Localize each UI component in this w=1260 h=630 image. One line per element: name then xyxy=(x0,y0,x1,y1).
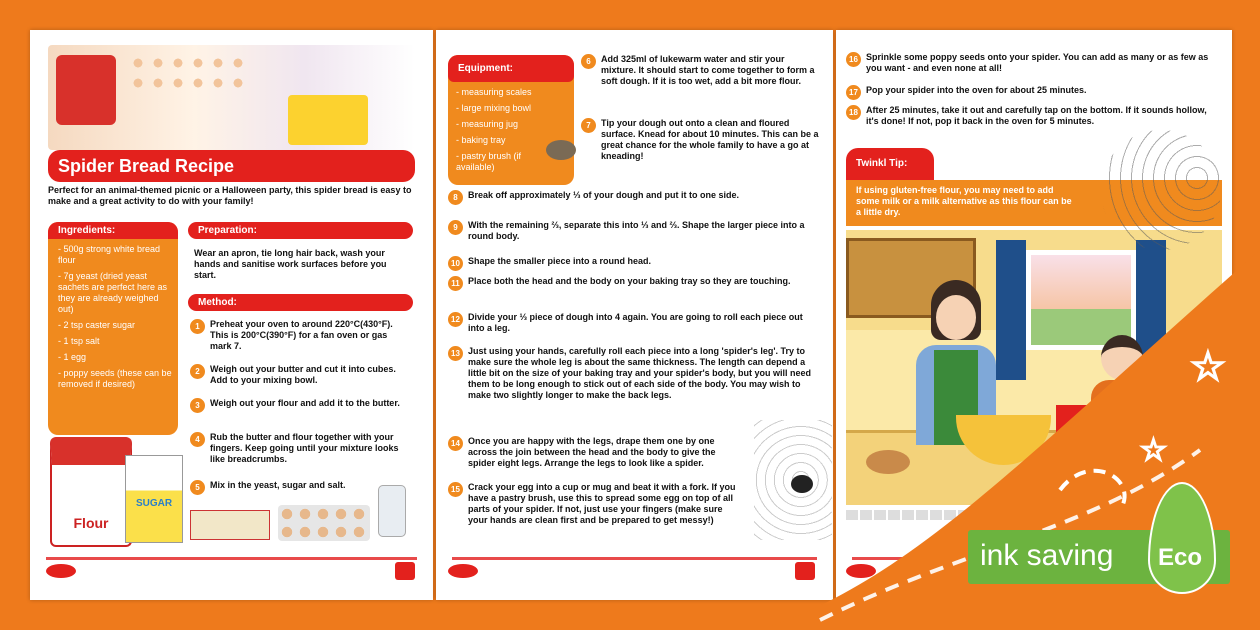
step-text: Once you are happy with the legs, drape them one by one across the join between the head and the body to give the spider eight legs. Arrange the legs to look like a spider. xyxy=(468,436,716,468)
method-step xyxy=(448,190,823,205)
equipment-item: - measuring scales xyxy=(456,87,532,97)
method-step xyxy=(448,436,743,469)
step-text: With the remaining ⅔, separate this into ⅓ and ⅔. Shape the larger piece into a round body. xyxy=(468,220,805,241)
twinkl-tip-text: If using gluten-free flour, you may need to add some milk or a milk alternative as this flour can be a little dry. xyxy=(846,180,1222,226)
star-icon: ☆ xyxy=(1190,345,1226,389)
step-text: Place both the head and the body on your baking tray so they are touching. xyxy=(468,276,791,286)
step-text: Preheat your oven to around 220°C(430°F). This is 200°C(390°F) for a fan oven or gas mark 7. xyxy=(210,319,393,351)
step-text: Mix in the yeast, sugar and salt. xyxy=(210,480,346,490)
method-step xyxy=(581,118,821,162)
method-step xyxy=(190,432,410,465)
step-text: Just using your hands, carefully roll each piece into a long 'spider's leg'. Try to make sure the whole leg is about the same thickness. The length can depend a little bit on the size of your baking tray and your spider's body, but you will need them to be long enough to stick out of each side of the body. You may wish to make two slightly longer to make the back legs. xyxy=(468,346,812,400)
step-text: Weigh out your butter and cut it into cubes. Add to your mixing bowl. xyxy=(210,364,396,385)
step-text: Tip your dough out onto a clean and floured surface. Knead for about 10 minutes. This can be a great chance for the whole family to have a go at kneading! xyxy=(601,118,819,161)
footer-line xyxy=(46,557,417,560)
sugar-box-illustration xyxy=(125,455,183,543)
step-number: 11 xyxy=(448,276,463,291)
footer-brand-logo xyxy=(395,562,415,580)
salt-shaker-illustration xyxy=(378,485,406,537)
equipment-box xyxy=(448,55,574,185)
butter-illustration xyxy=(190,510,270,540)
spider-illustration xyxy=(546,140,576,160)
step-number: 15 xyxy=(448,482,463,497)
intro-text: Perfect for an animal-themed picnic or a Halloween party, this spider bread is easy to make and a great activity to do with your family! xyxy=(48,185,412,206)
method-heading: Method: xyxy=(188,294,413,311)
step-number: 13 xyxy=(448,346,463,361)
ingredient-item: - 1 egg xyxy=(58,352,87,362)
step-number: 9 xyxy=(448,220,463,235)
method-step xyxy=(846,85,1221,100)
method-step xyxy=(448,312,808,334)
preparation-text: Wear an apron, tie long hair back, wash your hands and sanitise work surfaces before you start. xyxy=(194,248,387,280)
equipment-heading: Equipment: xyxy=(448,55,574,82)
recipe-title: Spider Bread Recipe xyxy=(48,150,415,182)
ingredient-item: - poppy seeds (these can be removed if desired) xyxy=(58,368,172,389)
method-step xyxy=(190,480,410,495)
step-number: 7 xyxy=(581,118,596,133)
preparation-heading: Preparation: xyxy=(188,222,413,239)
twinkl-logo xyxy=(448,564,478,578)
footer-url xyxy=(384,568,385,574)
step-number: 6 xyxy=(581,54,596,69)
step-text: Crack your egg into a cup or mug and beat it with a fork. If you have a pastry brush, use this to spread some egg on top of all parts of your spider. If not, just use your fingers (make sure your hands are clean first and be prepared to get messy!) xyxy=(468,482,736,525)
step-text: Divide your ⅓ piece of dough into 4 again. You are going to roll each piece out into a leg. xyxy=(468,312,803,333)
step-number: 12 xyxy=(448,312,463,327)
step-number: 3 xyxy=(190,398,205,413)
step-number: 16 xyxy=(846,52,861,67)
step-number: 17 xyxy=(846,85,861,100)
equipment-item: - baking tray xyxy=(456,135,506,145)
ingredient-item: - 1 tsp salt xyxy=(58,336,100,346)
ingredient-item: - 500g strong white bread flour xyxy=(58,244,161,265)
method-step xyxy=(190,319,410,352)
method-step xyxy=(448,276,808,291)
step-number: 2 xyxy=(190,364,205,379)
step-text: Rub the butter and flour together with your fingers. Keep going until your mixture looks like breadcrumbs. xyxy=(210,432,399,464)
method-step xyxy=(448,482,743,526)
ingredients-box xyxy=(48,222,178,435)
star-icon: ☆ xyxy=(1140,434,1167,467)
step-text: Shape the smaller piece into a round head. xyxy=(468,256,652,266)
step-text: Add 325ml of lukewarm water and stir your mixture. It should start to come together to form a soft dough. If it is too wet, add a bit more flour. xyxy=(601,54,815,86)
method-step xyxy=(190,364,410,386)
step-text: Break off approximately ⅓ of your dough and put it to one side. xyxy=(468,190,740,200)
step-text: After 25 minutes, take it out and carefully tap on the bottom. If it sounds hollow, it's done! If not, pop it back in the oven for 5 minutes. xyxy=(866,105,1207,126)
method-step xyxy=(448,220,808,242)
method-step xyxy=(581,54,821,87)
ingredient-item: - 7g yeast (dried yeast sachets are perfect here as they are already weighed out) xyxy=(58,271,168,314)
equipment-item: - measuring jug xyxy=(456,119,519,129)
step-number: 1 xyxy=(190,319,205,334)
flour-label: Flour xyxy=(73,515,109,531)
step-number: 5 xyxy=(190,480,205,495)
equipment-item: - pastry brush (if available) xyxy=(456,151,522,172)
step-text: Pop your spider into the oven for about 25 minutes. xyxy=(866,85,1087,95)
twinkl-tip-heading: Twinkl Tip: xyxy=(846,148,934,184)
method-step xyxy=(846,52,1221,74)
method-step xyxy=(190,398,410,413)
ingredient-item: - 2 tsp caster sugar xyxy=(58,320,136,330)
ingredients-heading: Ingredients: xyxy=(48,222,178,239)
eggs-illustration xyxy=(278,505,370,541)
step-number: 18 xyxy=(846,105,861,120)
step-number: 8 xyxy=(448,190,463,205)
step-text: Sprinkle some poppy seeds onto your spider. You can add as many or as few as you want - and even none at all! xyxy=(866,52,1209,73)
step-number: 14 xyxy=(448,436,463,451)
equipment-item: - large mixing bowl xyxy=(456,103,532,113)
method-step xyxy=(846,105,1221,127)
step-text: Weigh out your flour and add it to the butter. xyxy=(210,398,400,408)
flour-bag-illustration xyxy=(50,437,132,547)
twinkl-logo xyxy=(46,564,76,578)
eco-label: Eco xyxy=(1158,544,1203,571)
header-illustration xyxy=(48,45,415,150)
sugar-label: SUGAR xyxy=(135,498,173,509)
step-number: 10 xyxy=(448,256,463,271)
page-1 xyxy=(30,30,433,600)
ink-saving-label: ink saving xyxy=(980,539,1114,572)
cobweb-decoration xyxy=(1101,130,1221,250)
method-step xyxy=(448,256,808,271)
ink-saving-badge xyxy=(968,522,1230,598)
step-number: 4 xyxy=(190,432,205,447)
